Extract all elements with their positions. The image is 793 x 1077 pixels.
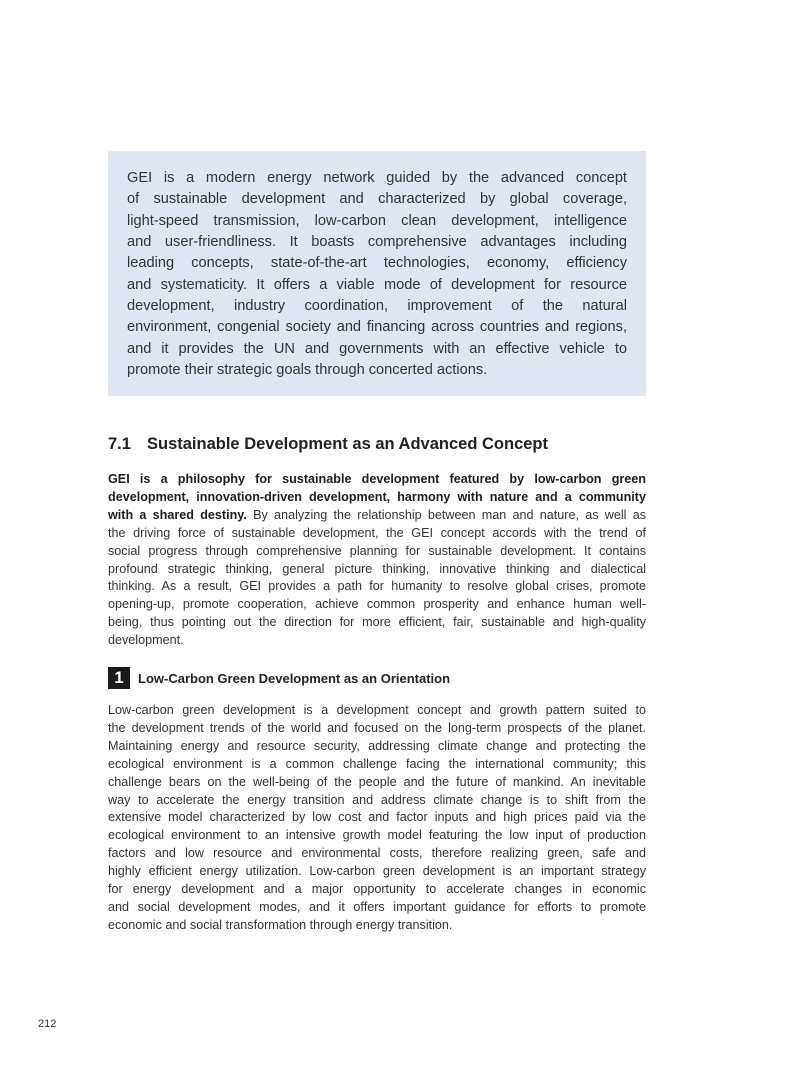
paragraph-line: the driving force of sustainable development, the GEI concept accords with the trend of xyxy=(108,525,646,540)
paragraph-line: ecological environment is a common challenge facing the international community; this xyxy=(108,756,646,771)
paragraph-line: way to accelerate the energy transition and address climate change is to shift from the xyxy=(108,792,646,807)
paragraph-line xyxy=(108,507,646,525)
paragraph-intro xyxy=(108,471,646,650)
callout-line: development, industry coordination, improvement of the natural xyxy=(127,298,627,315)
paragraph-line: Low-carbon green development is a development concept and growth pattern suited to xyxy=(108,703,646,717)
subsection-title: Low-Carbon Green Development as an Orientation xyxy=(138,670,451,686)
paragraph-line: for energy development and a major opportunity to accelerate changes in economic xyxy=(108,882,646,897)
paragraph-line: factors and low resource and environmental costs, therefore realizing green, safe and xyxy=(108,846,646,861)
paragraph-line: being, thus pointing out the direction for more efficient, fair, sustainable and high-quality xyxy=(108,615,646,630)
paragraph-line: social progress through comprehensive planning for sustainable development. It contains xyxy=(108,543,646,558)
callout-box xyxy=(108,151,646,396)
callout-line: light-speed transmission, low-carbon clean development, intelligence xyxy=(127,212,627,229)
callout-line: of sustainable development and characterized by global coverage, xyxy=(127,191,627,208)
paragraph-line: development. xyxy=(108,633,184,648)
bold-lead: development, innovation-driven development, harmony with nature and a community xyxy=(108,489,646,504)
subsection-heading xyxy=(108,667,450,689)
section-number: 7.1 xyxy=(108,435,131,453)
section-heading xyxy=(108,435,548,454)
page-number: 212 xyxy=(38,1018,57,1030)
callout-line: and user-friendliness. It boasts comprehensive advantages including xyxy=(127,234,627,251)
paragraph-line: ecological environment to an intensive growth model featuring the low input of production xyxy=(108,828,646,843)
text-run: By analyzing the relationship between man and nature, as well as xyxy=(246,507,646,522)
paragraph-line: extensive model characterized by low cost and factor inputs and high prices paid via the xyxy=(108,810,646,825)
paragraph-low-carbon xyxy=(108,702,646,935)
paragraph-line xyxy=(108,489,646,507)
callout-line: and it provides the UN and governments with an effective vehicle to xyxy=(127,340,627,357)
paragraph-line: economic and social transformation through energy transition. xyxy=(108,917,453,932)
paragraph-line: thinking. As a result, GEI provides a path for humanity to resolve global crises, promote xyxy=(108,579,646,594)
callout-line: leading concepts, state-of-the-art technologies, economy, efficiency xyxy=(127,255,627,272)
paragraph-line: profound strategic thinking, general picture thinking, innovative thinking and dialectical xyxy=(108,561,646,576)
callout-line: promote their strategic goals through concerted actions. xyxy=(127,362,488,379)
callout-line: environment, congenial society and financing across countries and regions, xyxy=(127,319,627,336)
bold-lead: GEI is a philosophy for sustainable development featured by low-carbon green xyxy=(108,472,646,486)
paragraph-line: highly efficient energy utilization. Low-carbon green development is an important strategy xyxy=(108,864,646,879)
bold-lead: with a shared destiny. xyxy=(108,507,247,522)
paragraph-line: the development trends of the world and focused on the long-term prospects of the planet. xyxy=(108,720,646,735)
subsection-number-badge: 1 xyxy=(108,667,130,689)
paragraph-line: Maintaining energy and resource security, addressing climate change and protecting the xyxy=(108,738,646,753)
paragraph-line xyxy=(108,471,646,489)
callout-text xyxy=(127,168,627,381)
paragraph-line: opening-up, promote cooperation, achieve common prosperity and enhance human well- xyxy=(108,597,646,612)
paragraph-line: and social development modes, and it offers important guidance for efforts to promote xyxy=(108,899,646,914)
section-title: Sustainable Development as an Advanced Concept xyxy=(147,435,548,453)
callout-line: and systematicity. It offers a viable mode of development for resource xyxy=(127,276,627,293)
callout-line: GEI is a modern energy network guided by the advanced concept xyxy=(127,170,627,186)
paragraph-line: challenge bears on the well-being of the people and the future of mankind. An inevitable xyxy=(108,774,646,789)
